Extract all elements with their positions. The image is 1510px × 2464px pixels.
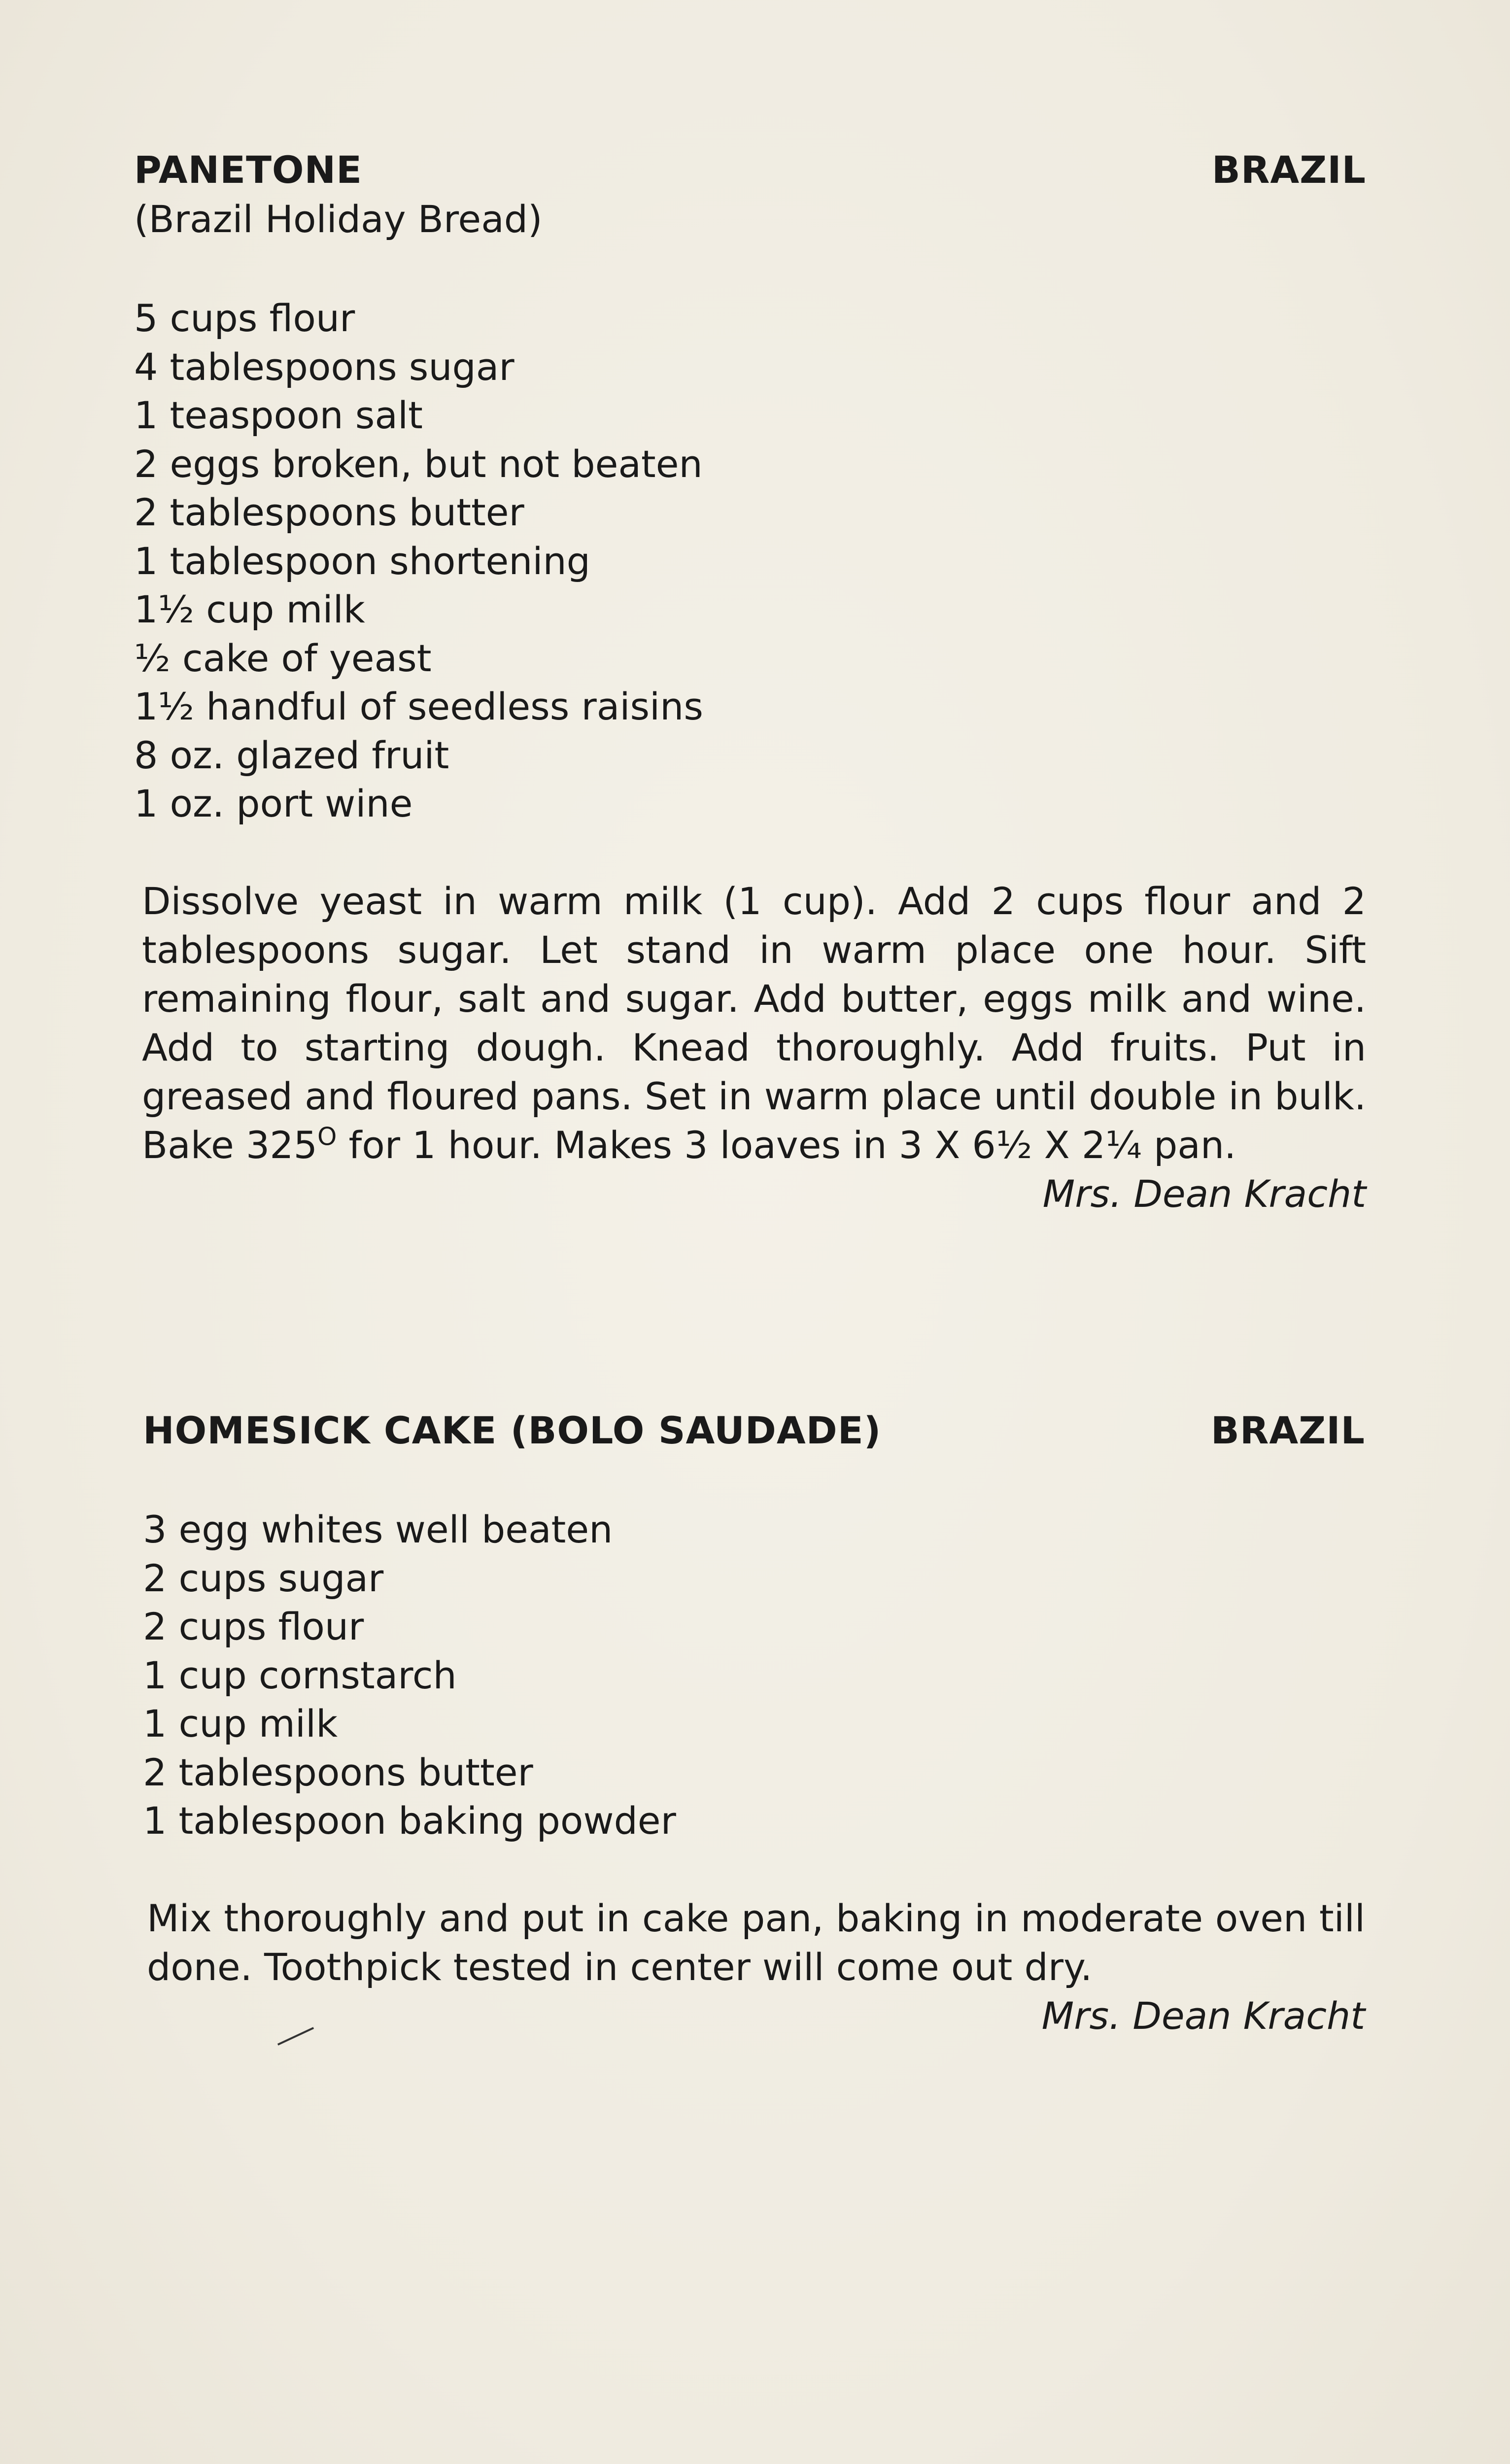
- ingredient-item: 1½ cup milk: [134, 587, 365, 631]
- ingredient-item: 5 cups flour: [134, 296, 355, 340]
- recipe-country: BRAZIL: [1211, 148, 1366, 192]
- ingredient-item: 2 cups flour: [143, 1605, 364, 1648]
- recipe-title: HOMESICK CAKE (BOLO SAUDADE): [143, 1408, 882, 1452]
- ingredient-item: 1½ handful of seedless raisins: [134, 684, 703, 728]
- recipe-country: BRAZIL: [1210, 1408, 1365, 1452]
- ingredient-item: 2 tablespoons butter: [143, 1750, 533, 1794]
- ingredient-list: [143, 1506, 1365, 1846]
- recipe-title: PANETONE: [134, 148, 363, 192]
- degree-mark: O: [317, 1122, 337, 1151]
- directions-text-continued: for 1 hour. Makes 3 loaves in 3 X 6½ X 2¼ pan.: [337, 1123, 1236, 1167]
- ingredient-item: 2 cups sugar: [143, 1556, 384, 1600]
- ingredient-item: 1 teaspoon salt: [134, 393, 423, 437]
- ingredient-item: 1 cup cornstarch: [143, 1653, 457, 1697]
- ingredient-item: 8 oz. glazed fruit: [134, 733, 449, 777]
- ingredient-list: [134, 294, 1366, 828]
- ingredient-item: 3 egg whites well beaten: [143, 1507, 613, 1551]
- ingredient-item: 2 tablespoons butter: [134, 490, 524, 534]
- recipe-directions: Mix thoroughly and put in cake pan, baking in moderate oven till done. Toothpick tested in center will come out dry.: [147, 1896, 1365, 1989]
- recipe-header: [143, 1406, 1365, 1455]
- recipe-homesick-cake: [143, 1406, 1365, 2041]
- ingredient-item: 1 tablespoon baking powder: [143, 1799, 676, 1843]
- recipe-author: Mrs. Dean Kracht: [1041, 1993, 1365, 2038]
- directions-text: Dissolve yeast in warm milk (1 cup). Add 2 cups flour and 2 tablespoons sugar. Let stand in warm place one hour. Sift remaining flour, salt and sugar. Add butter, eggs milk and wine. Add to starting dough. Knead thoroughly. Add fruits. Put in greased and floured pans. Set in warm place until double in bulk. Bake 325: [142, 879, 1366, 1167]
- ingredient-item: 4 tablespoons sugar: [134, 344, 515, 389]
- recipe-panetone: [134, 145, 1366, 1219]
- ingredient-item: ½ cake of yeast: [134, 636, 432, 680]
- ingredient-item: 1 oz. port wine: [134, 782, 413, 825]
- recipe-author: Mrs. Dean Kracht: [1042, 1171, 1366, 1216]
- recipe-header: [134, 145, 1366, 195]
- recipe-subtitle: (Brazil Holiday Bread): [134, 197, 543, 241]
- recipe-directions: [134, 877, 1366, 1169]
- ingredient-item: 1 cup milk: [143, 1702, 338, 1745]
- ingredient-item: 1 tablespoon shortening: [134, 539, 590, 583]
- ingredient-item: 2 eggs broken, but not beaten: [134, 442, 703, 486]
